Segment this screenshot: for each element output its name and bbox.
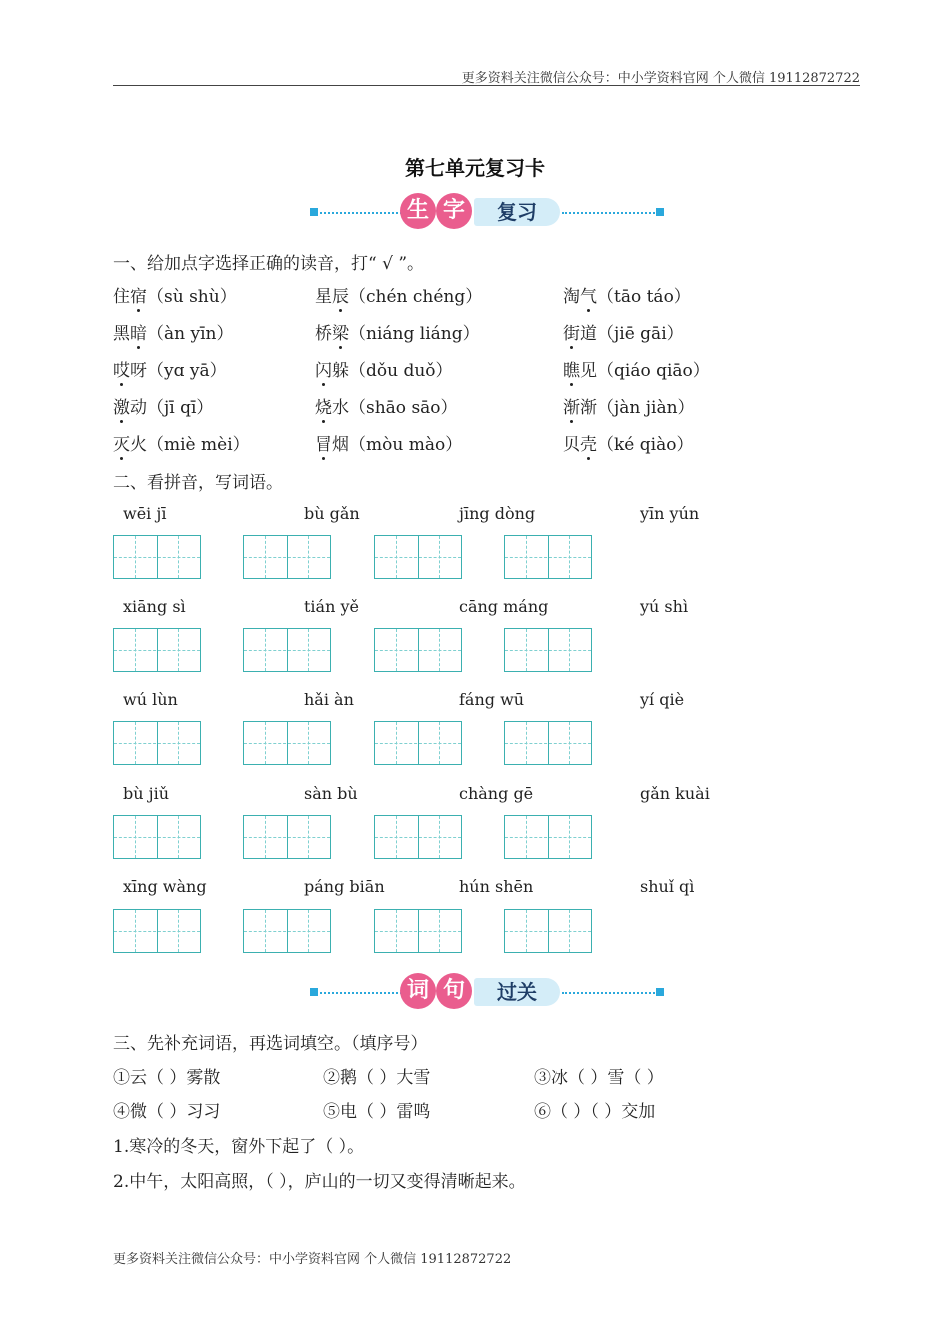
writing-grid-box[interactable] <box>374 628 462 672</box>
pronunciation-item <box>563 282 691 307</box>
pinyin-label: jīng dòng <box>459 504 536 523</box>
writing-grid-box[interactable] <box>243 721 331 765</box>
dotted-character: 激 <box>113 393 130 418</box>
pinyin-options: （chén chéng） <box>349 287 483 307</box>
banner-circle-1: 词 <box>400 973 436 1009</box>
pronunciation-item <box>315 356 453 381</box>
pinyin-options: （jiē gāi） <box>597 324 684 344</box>
pronunciation-item <box>315 319 480 344</box>
pinyin-label: xīng wàng <box>123 877 207 896</box>
word-suffix: 水 <box>332 398 349 418</box>
pinyin-label: shuǐ qì <box>640 877 695 896</box>
writing-grid-box[interactable] <box>504 535 592 579</box>
writing-grid-box[interactable] <box>374 815 462 859</box>
pinyin-label: fáng wū <box>459 690 525 709</box>
dotted-character: 冒 <box>315 430 332 455</box>
writing-grid-box[interactable] <box>374 721 462 765</box>
pinyin-label: bù gǎn <box>304 504 360 523</box>
word-suffix: 烟 <box>332 435 349 455</box>
banner-word-sentence <box>310 973 664 1013</box>
pinyin-label: hǎi àn <box>304 690 354 709</box>
header-text: 更多资料关注微信公众号：中小学资料官网 个人微信 19112872722 <box>461 71 860 86</box>
word-suffix: 见 <box>580 361 597 381</box>
pronunciation-item <box>563 430 693 455</box>
idiom-blank-6: ⑥（ ）（ ）交加 <box>534 1102 656 1122</box>
banner-dotted-line-right <box>562 212 658 214</box>
banner-square-right <box>656 208 664 216</box>
dotted-character: 哎 <box>113 356 130 381</box>
pinyin-options: （sù shù） <box>147 287 237 307</box>
pinyin-label: cāng máng <box>459 597 549 616</box>
pinyin-label: gǎn kuài <box>640 784 710 803</box>
banner-circle-2: 句 <box>436 973 472 1009</box>
dotted-character: 灭 <box>113 430 130 455</box>
idiom-blank-4: ④微（ ）习习 <box>113 1102 221 1122</box>
pinyin-label: sàn bù <box>304 784 358 803</box>
writing-grid-box[interactable] <box>243 815 331 859</box>
writing-grid-box[interactable] <box>113 628 201 672</box>
writing-grid-box[interactable] <box>504 628 592 672</box>
pronunciation-item <box>563 356 710 381</box>
word-prefix: 住 <box>113 287 130 307</box>
writing-grid-box[interactable] <box>113 909 201 953</box>
writing-grid-box[interactable] <box>504 721 592 765</box>
banner-circle-1: 生 <box>400 193 436 229</box>
idiom-blank-1: ①云（ ）雾散 <box>113 1068 221 1088</box>
word-prefix: 贝 <box>563 435 580 455</box>
word-suffix: 渐 <box>580 398 597 418</box>
idiom-blank-2: ②鹅（ ）大雪 <box>323 1068 431 1088</box>
pinyin-label: tián yě <box>304 597 359 616</box>
word-prefix: 淘 <box>563 287 580 307</box>
page-title: 第七单元复习卡 <box>405 156 545 180</box>
pronunciation-item <box>113 319 233 344</box>
word-suffix: 躲 <box>332 361 349 381</box>
pinyin-label: páng biān <box>304 877 385 896</box>
writing-grid-box[interactable] <box>113 721 201 765</box>
banner-character-review <box>310 193 664 233</box>
word-prefix: 桥 <box>315 324 332 344</box>
banner-square-right <box>656 988 664 996</box>
dotted-character: 气 <box>580 282 597 307</box>
dotted-character: 壳 <box>580 430 597 455</box>
pinyin-options: （niáng liáng） <box>349 324 480 344</box>
pinyin-label: bù jiǔ <box>123 784 170 803</box>
pinyin-options: （tāo táo） <box>597 287 691 307</box>
word-suffix: 动 <box>130 398 147 418</box>
banner-tag: 过关 <box>474 978 560 1006</box>
writing-grid-box[interactable] <box>374 535 462 579</box>
pinyin-options: （mòu mào） <box>349 435 463 455</box>
idiom-blank-5: ⑤电（ ）雷鸣 <box>323 1102 431 1122</box>
writing-grid-box[interactable] <box>374 909 462 953</box>
writing-grid-box[interactable] <box>113 815 201 859</box>
pinyin-options: （miè mèi） <box>147 435 250 455</box>
question-2: 2.中午，太阳高照，（ ），庐山的一切又变得清晰起来。 <box>113 1172 526 1192</box>
pronunciation-item <box>113 282 237 307</box>
dotted-character: 宿 <box>130 282 147 307</box>
dotted-character: 梁 <box>332 319 349 344</box>
writing-grid-box[interactable] <box>243 909 331 953</box>
pronunciation-item <box>113 356 227 381</box>
header-divider <box>113 85 860 86</box>
banner-circle-2: 字 <box>436 193 472 229</box>
idiom-blank-3: ③冰（ ）雪（ ） <box>534 1068 664 1088</box>
pinyin-options: （ké qiào） <box>597 435 694 455</box>
pinyin-options: （qiáo qiāo） <box>597 361 710 381</box>
pronunciation-item <box>315 430 462 455</box>
footer-text: 更多资料关注微信公众号：中小学资料官网 个人微信 19112872722 <box>113 1252 512 1267</box>
pinyin-label: yí qiè <box>640 690 685 709</box>
pronunciation-item <box>315 393 458 418</box>
pronunciation-item <box>113 430 250 455</box>
banner-square-left <box>310 208 318 216</box>
word-suffix: 火 <box>130 435 147 455</box>
pinyin-label: yú shì <box>640 597 689 616</box>
writing-grid-box[interactable] <box>504 909 592 953</box>
pronunciation-item <box>563 393 695 418</box>
pinyin-label: wēi jī <box>123 504 167 523</box>
dotted-character: 瞧 <box>563 356 580 381</box>
section1-instruction: 一、给加点字选择正确的读音，打“ √ ”。 <box>113 254 425 274</box>
pinyin-label: xiāng sì <box>123 597 186 616</box>
dotted-character: 烧 <box>315 393 332 418</box>
section3-instruction: 三、先补充词语，再选词填空。（填序号） <box>113 1034 428 1054</box>
pronunciation-item <box>113 393 213 418</box>
dotted-character: 街 <box>563 319 580 344</box>
writing-grid-box[interactable] <box>243 628 331 672</box>
word-suffix: 道 <box>580 324 597 344</box>
writing-grid-box[interactable] <box>113 535 201 579</box>
pinyin-label: yīn yún <box>640 504 700 523</box>
banner-tag: 复习 <box>474 198 560 226</box>
pinyin-options: （àn yīn） <box>147 324 234 344</box>
pinyin-options: （dǒu duǒ） <box>349 361 453 381</box>
pinyin-options: （yɑ yā） <box>147 361 227 381</box>
writing-grid-box[interactable] <box>243 535 331 579</box>
pinyin-options: （shāo sāo） <box>349 398 458 418</box>
pinyin-options: （jī qī） <box>147 398 214 418</box>
dotted-character: 辰 <box>332 282 349 307</box>
dotted-character: 渐 <box>563 393 580 418</box>
banner-dotted-line-left <box>316 212 406 214</box>
word-prefix: 黑 <box>113 324 130 344</box>
pinyin-label: chàng gē <box>459 784 534 803</box>
question-1: 1.寒冷的冬天，窗外下起了（ ）。 <box>113 1137 365 1157</box>
word-suffix: 呀 <box>130 361 147 381</box>
banner-dotted-line-right <box>562 992 658 994</box>
dotted-character: 闪 <box>315 356 332 381</box>
pronunciation-item <box>563 319 684 344</box>
pinyin-label: hún shēn <box>459 877 534 896</box>
pinyin-label: wú lùn <box>123 690 178 709</box>
banner-square-left <box>310 988 318 996</box>
dotted-character: 暗 <box>130 319 147 344</box>
word-prefix: 星 <box>315 287 332 307</box>
section2-instruction: 二、看拼音，写词语。 <box>113 473 283 493</box>
pronunciation-item <box>315 282 482 307</box>
pinyin-options: （jàn jiàn） <box>597 398 695 418</box>
writing-grid-box[interactable] <box>504 815 592 859</box>
banner-dotted-line-left <box>316 992 406 994</box>
